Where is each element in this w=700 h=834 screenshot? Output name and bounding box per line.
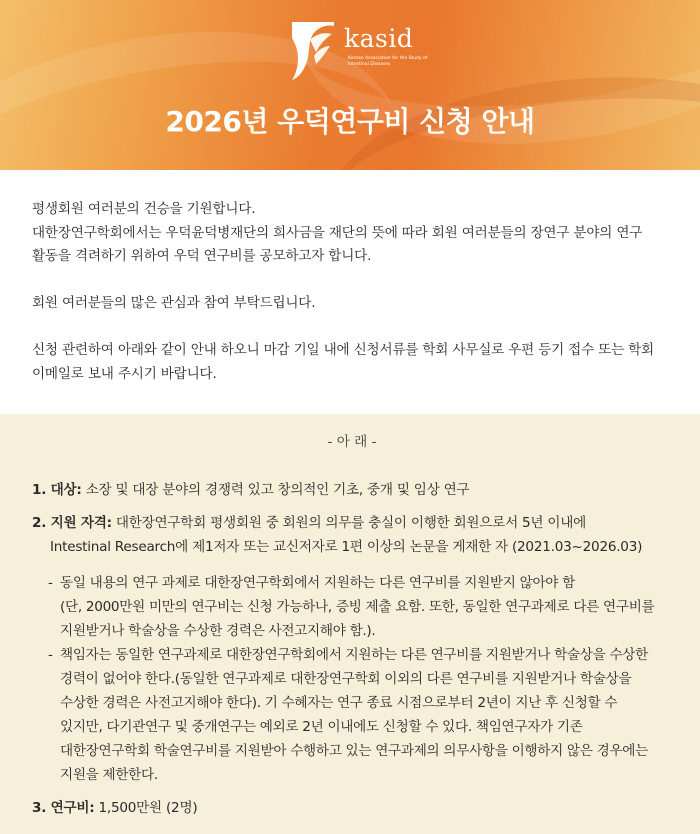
eligibility-bullets (32, 571, 672, 787)
bullet-line: 대한장연구학회 학술연구비를 지원받아 수행하고 있는 연구과제의 의무사항을 이행하지 않은 경우에는 (60, 743, 648, 759)
bullet-line: 지원받거나 학술상을 수상한 경력은 사전고지해야 함.). (60, 623, 376, 639)
item-text: 소장 및 대장 분야의 경쟁력 있고 창의적인 기초, 중개 및 임상 연구 (81, 482, 470, 498)
bullet-line: 동일 내용의 연구 과제로 대한장연구학회에서 지원하는 다른 연구비를 지원받지 않아야 함 (60, 575, 575, 591)
header-banner (0, 0, 700, 170)
intro-line: 활동을 격려하기 위하여 우덕 연구비를 공모하고자 합니다. (32, 248, 372, 264)
intro-section (0, 170, 700, 414)
bullet-line: 책임자는 동일한 연구과제로 대한장연구학회에서 지원하는 다른 연구비를 지원받거나 학술상을 수상한 (60, 647, 648, 663)
item-text-continued: Intestinal Research에 제1저자 또는 교신저자로 1편 이상의 논문을 게재한 자 (2021.03~2026.03) (50, 539, 643, 555)
intro-line: 대한장연구학회에서는 우덕윤덕병재단의 희사금을 재단의 뜻에 따라 회원 여러분들의 장연구 분야의 연구 (32, 224, 643, 241)
page-title: 2026년 우덕연구비 신청 안내 (165, 105, 535, 138)
intro-line: 회원 여러분들의 많은 관심과 참여 부탁드립니다. (32, 295, 316, 311)
logo-text: kasid (344, 24, 414, 53)
intro-line: 평생회원 여러분의 건승을 기원합니다. (32, 201, 256, 217)
item-funding (32, 796, 672, 820)
logo-subtitle: Korean Association for the Study of Intestinal Diseases (348, 56, 428, 67)
kasid-logo (286, 18, 426, 84)
intro-line: 이메일로 보내 주시기 바랍니다. (32, 365, 217, 382)
item-label: 3. 연구비: (32, 800, 95, 816)
bullet-line: 있지만, 다기관연구 및 중개연구는 예외로 2년 이내에도 신청할 수 있다. 책임연구자가 기존 (60, 719, 583, 735)
notice-section (0, 414, 700, 834)
item-target (32, 478, 672, 502)
bullet-item: - 동일 내용의 연구 과제로 대한장연구학회에서 지원하는 다른 연구비를 지원받지 않아야 함 (단, 2000만원 미만의 연구비는 신청 가능하나, 증빙 제출 요함. 또한, 동일한 연구과제로 다른 연구비를 지원받거나 학술상을 수상한 경력은 사전고지해야 함.). (48, 571, 672, 643)
bullet-line: 수상한 경력은 사전고지해야 한다). 기 수혜자는 연구 종료 시점으로부터 2년이 지난 후 신청할 수 (60, 695, 618, 711)
notice-heading: - 아 래 - (327, 434, 377, 450)
item-text: 1,500만원 (2명) (94, 800, 198, 816)
item-text: 대한장연구학회 평생회원 중 회원의 의무를 충실이 이행한 회원으로서 5년 이내에 (111, 515, 587, 531)
intro-line: 신청 관련하여 아래와 같이 안내 하오니 마감 기일 내에 신청서류를 학회 사무실로 우편 등기 접수 또는 학회 (32, 342, 654, 358)
bullet-item: - 책임자는 동일한 연구과제로 대한장연구학회에서 지원하는 다른 연구비를 지원받거나 학술상을 수상한 경력이 없어야 한다.(동일한 연구과제로 대한장연구학회 이외의 다른 연구비를 지원받거나 학술상을 수상한 경력은 사전고지해야 한다). 기 수혜자는 연구 종료 시점으로부터 2년이 지난 후 신청할 수 있지만, 다기관연구 및 중개연구는 예외로 2년 이내에도 신청할 수 있다. 책임연구자가 기존 대한장연구학회 학술연구비를 지원받아 수행하고 있는 연구과제의 의무사항을 이행하지 않은 경우에는 지원을 제한한다. (48, 643, 672, 787)
bullet-line: 지원을 제한한다. (60, 767, 158, 783)
item-label: 1. 대상: (32, 482, 82, 498)
item-label: 2. 지원 자격: (32, 515, 112, 531)
kasid-emblem-icon (286, 18, 340, 82)
item-eligibility (32, 511, 672, 787)
bullet-line: 경력이 없어야 한다.(동일한 연구과제로 대한장연구학회 이외의 다른 연구비를 지원받거나 학술상을 (60, 671, 632, 687)
bullet-line: (단, 2000만원 미만의 연구비는 신청 가능하나, 증빙 제출 요함. 또한, 동일한 연구과제로 다른 연구비를 (60, 599, 655, 615)
